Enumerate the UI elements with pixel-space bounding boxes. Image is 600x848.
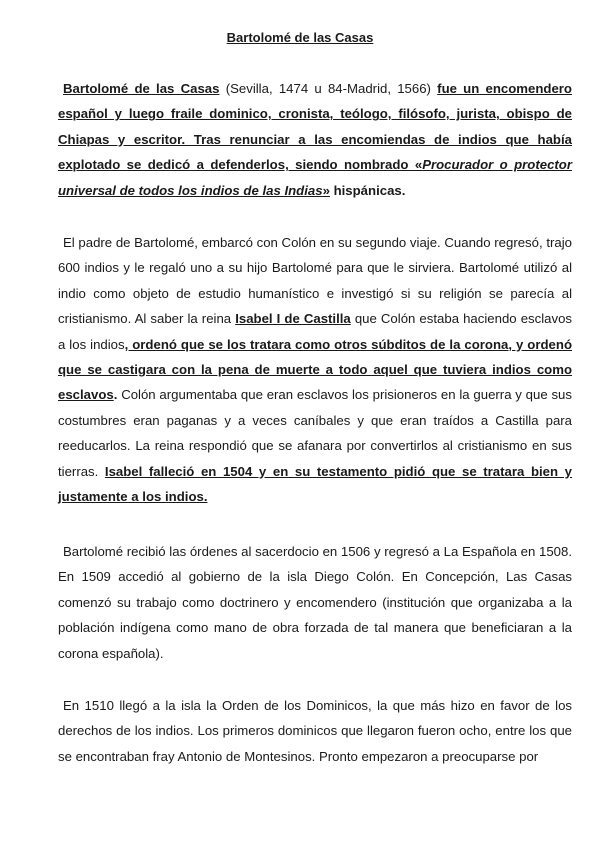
- ordination-text: Bartolomé recibió las órdenes al sacerdocio en 1506 y regresó a La Española en 1508. En 1509 accedió al gobierno de la isla Diego Colón. En Concepción, Las Casas comenzó su trabajo como doctrinero y encomendero (institución que organizaba a la población indígena como mano de obra forzada de tal manera que beneficiaran a la corona española).: [58, 544, 572, 661]
- father-text-1: El padre de Bartolomé, embarcó con Colón en su segundo viaje. Cuando regresó, trajo 600 indios y le regaló uno a su hijo Bartolomé para que le sirviera. Bartolomé utilizó al indio como objeto de estudio humanístico e investigó si su religión se parecía al cristianismo. Al saber la reina: [58, 235, 572, 327]
- intro-dates: (Sevilla, 1474 u 84-Madrid, 1566): [219, 81, 438, 96]
- paragraph-intro: [58, 76, 572, 203]
- father-text-3: Colón argumentaba que eran esclavos los prisioneros en la guerra y que sus costumbres eran paganas y a veces caníbales y que eran traídos a Castilla para reeducarlos. La reina respondió que se afanara por convertirlos al cristianismo en sus tierras.: [58, 387, 572, 479]
- dominicans-text: En 1510 llegó a la isla la Orden de los Dominicos, la que más hizo en favor de los derechos de los indios. Los primeros dominicos que llegaron fueron ocho, entre los que se encontraban fray Antonio de Montesinos. Pronto empezaron a preocuparse por: [58, 698, 572, 764]
- paragraph-ordination: [58, 539, 572, 666]
- queen-order: , ordenó que se los tratara como otros súbditos de la corona, y ordenó que se castigara con la pena de muerte a todo aquel que tuviera indios como esclavos: [58, 336, 572, 403]
- intro-description: fue un encomendero español y luego fraile dominico, cronista, teólogo, filósofo, jurista, obispo de Chiapas y escritor. Tras renunciar a las encomiendas de indios que había explotado se dedicó a defenderlos, siendo nombrado «: [58, 81, 572, 173]
- father-text-2: que Colón estaba haciendo esclavos a los indios: [58, 311, 573, 352]
- intro-title-italic: Procurador o protector universal de todos los indios de las Indias: [58, 157, 572, 198]
- paragraph-dominicans: [58, 693, 572, 769]
- intro-end: hispánicas.: [329, 182, 406, 198]
- queen-order-period: .: [113, 387, 118, 403]
- paragraph-father: [58, 230, 572, 509]
- queen-name: Isabel I de Castilla: [235, 311, 351, 327]
- intro-name: Bartolomé de las Casas: [63, 81, 220, 96]
- queen-death: Isabel falleció en 1504 y en su testamento pidió que se tratara bien y justamente a los indios.: [58, 463, 573, 505]
- document-title: Bartolomé de las Casas: [226, 30, 374, 45]
- intro-close-quote: »: [322, 182, 330, 198]
